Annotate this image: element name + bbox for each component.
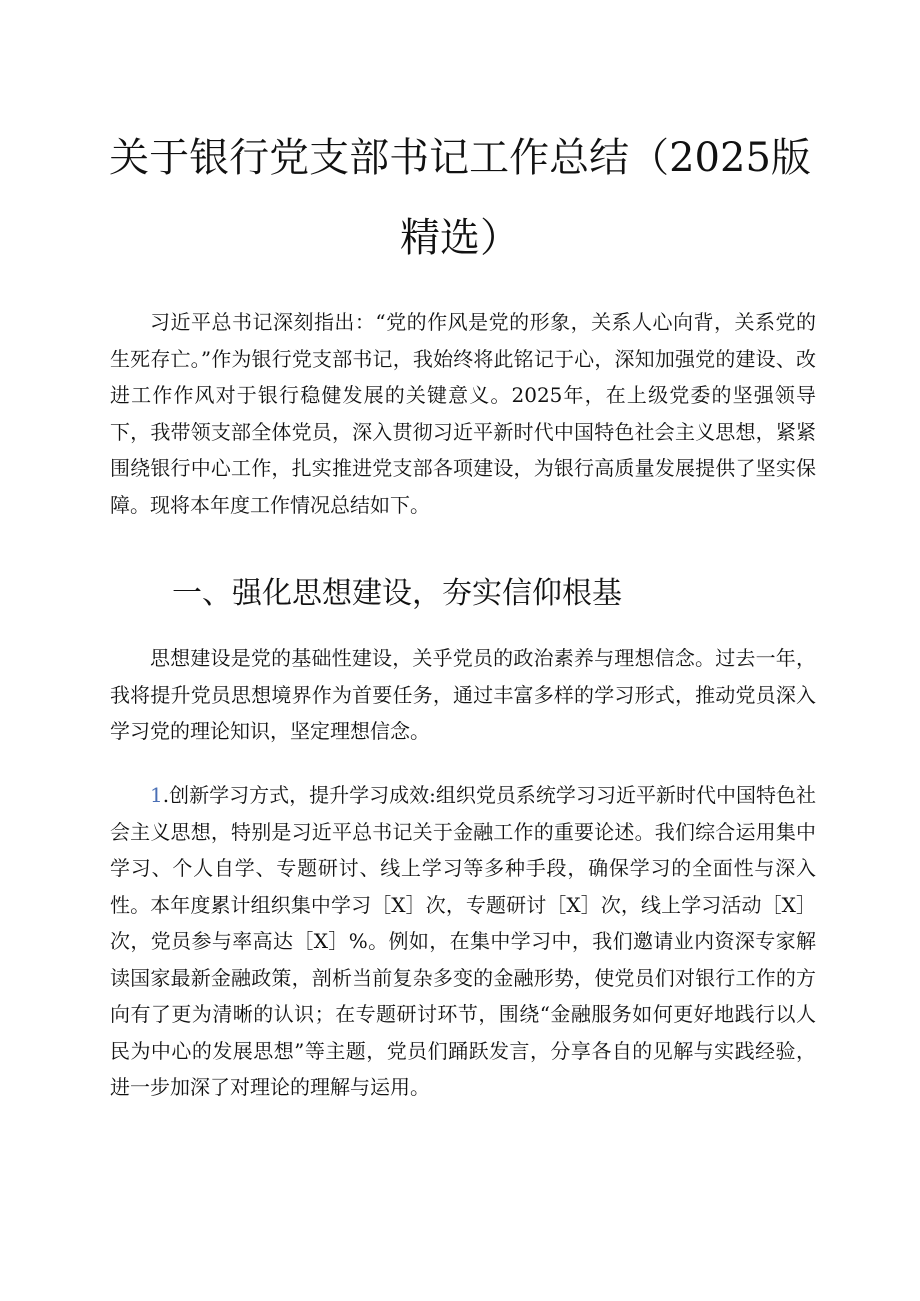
intro-paragraph: 习近平总书记深刻指出：“党的作风是党的形象，关系人心向背，关系党的生死存亡。”作为银行党支部书记，我始终将此铭记于心，深知加强党的建设、改进工作作风对于银行稳健发展的关键意义。2025年，在上级党委的坚强领导下，我带领支部全体党员，深入贯彻习近平新时代中国特色社会主义思想，紧紧围绕银行中心工作，扎实推进党支部各项建设，为银行高质量发展提供了坚实保障。现将本年度工作情况总结如下。 — [110, 310, 816, 517]
section-body-paragraph: 思想建设是党的基础性建设，关乎党员的政治素养与理想信念。过去一年，我将提升党员思想境界作为首要任务，通过丰富多样的学习形式，推动党员深入学习党的理论知识，坚定理想信念。 — [110, 646, 816, 743]
list-item-text: .创新学习方式，提升学习成效:组织党员系统学习习近平新时代中国特色社会主义思想，特别是习近平总书记关于金融工作的重要论述。我们综合运用集中学习、个人自学、专题研讨、线上学习等多种手段，确保学习的全面性与深入性。本年度累计组织集中学习［X］次，专题研讨［X］次，线上学习活动［X］次，党员参与率高达［X］%。例如，在集中学习中，我们邀请业内资深专家解读国家最新金融政策，剖析当前复杂多变的金融形势，使党员们对银行工作的方向有了更为清晰的认识；在专题研讨环节，围绕“金融服务如何更好地践行以人民为中心的发展思想”等主题，党员们踊跃发言，分享各自的见解与实践经验，进一步加深了对理论的理解与运用。 — [110, 783, 816, 1099]
list-item-number: 1 — [150, 783, 163, 807]
section-heading: 一、强化思想建设，夯实信仰根基 — [172, 576, 622, 611]
document-title: 关于银行党支部书记工作总结（2025版精选） — [109, 135, 811, 261]
list-item — [110, 777, 816, 1106]
